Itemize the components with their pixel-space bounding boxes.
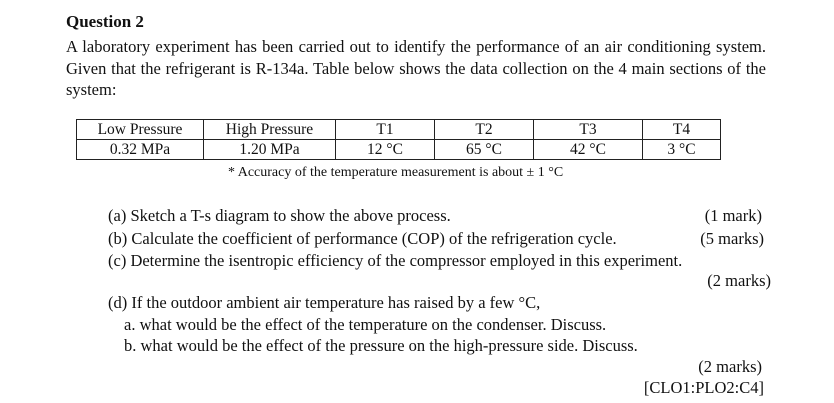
table-header-row [77,120,721,140]
question-intro: A laboratory experiment has been carried out to identify the performance of an air conditioning system. Given that the refrigerant is R-134a. Table below shows the data collection on the 4 main sections of the system: [66,37,766,99]
question-title: Question 2 [66,12,144,31]
value-t3: 42 °C [534,140,643,160]
part-c-text: (c) Determine the isentropic efficiency of the compressor employed in this experiment. [108,251,683,270]
part-d-marks: (2 marks) [698,357,762,376]
part-c-marks: (2 marks) [707,271,771,290]
header-t2: T2 [435,120,534,140]
part-d-sub-a: a. what would be the effect of the temperature on the condenser. Discuss. [124,315,607,334]
part-d-text: (d) If the outdoor ambient air temperature has raised by a few °C, [108,293,541,312]
part-a-marks: (1 mark) [704,206,762,225]
accuracy-note: * Accuracy of the temperature measurement is about ± 1 °C [228,165,564,180]
part-d-sub-b: b. what would be the effect of the pressure on the high-pressure side. Discuss. [124,336,638,355]
header-high-pressure: High Pressure [204,120,336,140]
part-a-text: (a) Sketch a T-s diagram to show the above process. [108,206,451,225]
value-t2: 65 °C [435,140,534,160]
value-low-pressure: 0.32 MPa [77,140,204,160]
data-table [76,119,721,160]
header-low-pressure: Low Pressure [77,120,204,140]
table-value-row [77,140,721,160]
part-b-marks: (5 marks) [700,229,764,248]
header-t1: T1 [336,120,435,140]
clo-code: [CLO1:PLO2:C4] [643,378,764,397]
header-t3: T3 [534,120,643,140]
header-t4: T4 [643,120,721,140]
value-high-pressure: 1.20 MPa [204,140,336,160]
value-t4: 3 °C [643,140,721,160]
part-b-text: (b) Calculate the coefficient of performance (COP) of the refrigeration cycle. [108,229,617,248]
value-t1: 12 °C [336,140,435,160]
